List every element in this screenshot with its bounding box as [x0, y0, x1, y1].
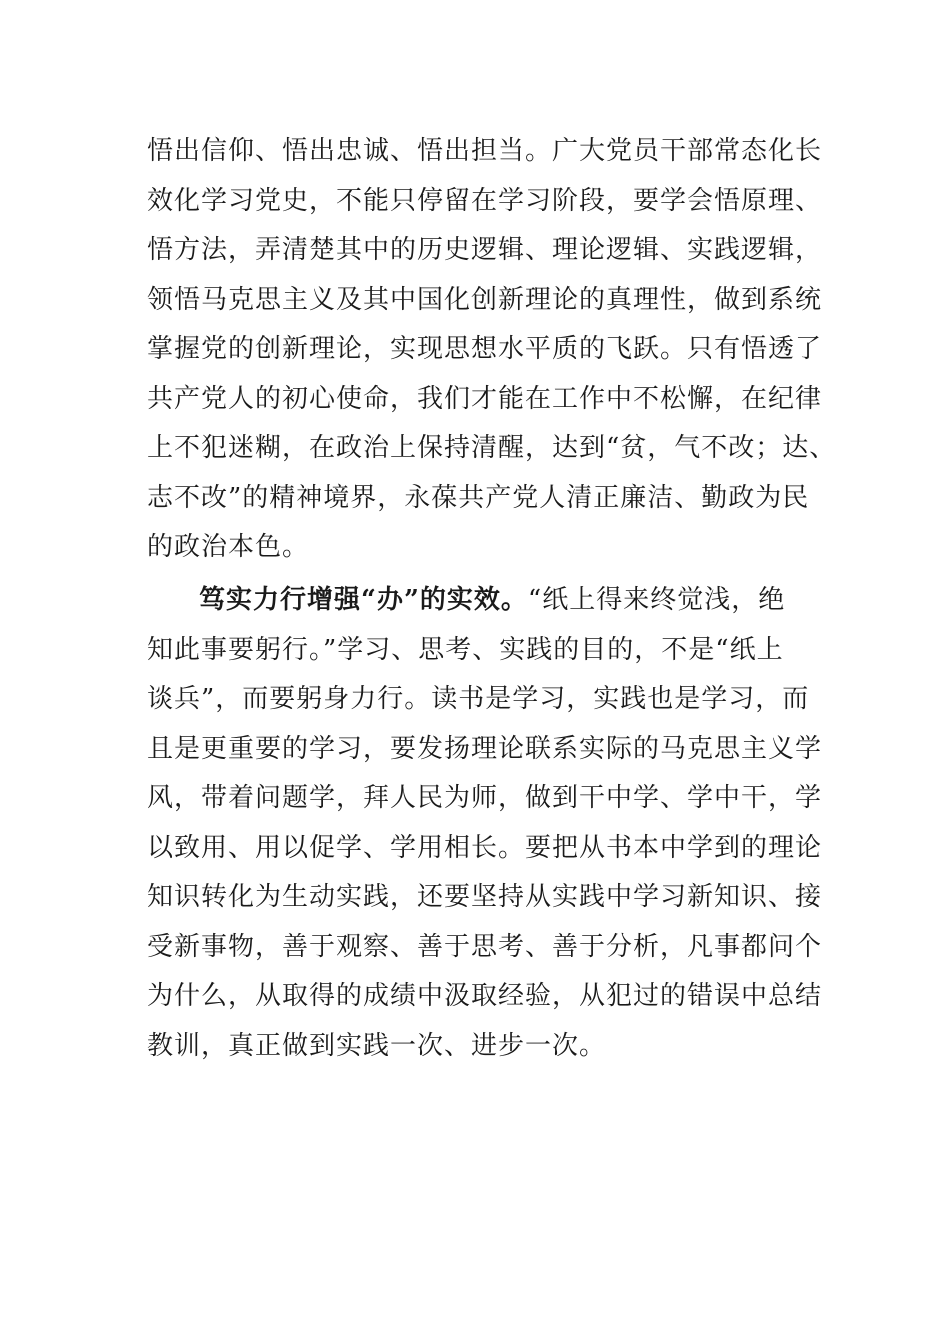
text-line: 教训，真正做到实践一次、进步一次。 [147, 1030, 607, 1061]
paragraph-continuation [147, 127, 837, 573]
text-line: 为什么，从取得的成绩中汲取经验，从犯过的错误中总结 [147, 981, 823, 1011]
text-line: 共产党人的初心使命，我们才能在工作中不松懈，在纪律 [147, 383, 823, 414]
text-line: 受新事物，善于观察、善于思考、善于分析，凡事都问个 [147, 931, 823, 962]
text-line: 以致用、用以促学、学用相长。要把从书本中学到的理论 [147, 832, 823, 863]
text-line: 风，带着问题学，拜人民为师，做到干中学、学中干，学 [147, 783, 823, 813]
text-line: 且是更重要的学习，要发扬理论联系实际的马克思主义学 [147, 733, 823, 764]
text-line: 的政治本色。 [147, 532, 310, 562]
text-line: 悟出信仰、悟出忠诚、悟出担当。广大党员干部常态化长 [147, 136, 823, 166]
text-line: 掌握党的创新理论，实现思想水平质的飞跃。只有悟透了 [147, 334, 823, 364]
text-line: 领悟马克思主义及其中国化创新理论的真理性，做到系统 [147, 284, 823, 315]
paragraph-heading: 笃实力行增强“办”的实效。 [199, 585, 528, 615]
text-line: 效化学习党史，不能只停留在学习阶段，要学会悟原理、 [147, 185, 823, 216]
text-line: 志不改”的精神境界，永葆共产党人清正廉洁、勤政为民 [147, 482, 810, 513]
text-line: 知识转化为生动实践，还要坚持从实践中学习新知识、接 [147, 882, 823, 912]
text-line: 上不犯迷糊，在政治上保持清醒，达到“贫，气不改；达、 [147, 433, 837, 463]
text-line: 知此事要躬行。”学习、思考、实践的目的，不是“纸上 [147, 634, 784, 665]
paragraph-first-line [147, 576, 807, 626]
text-line: 悟方法，弄清楚其中的历史逻辑、理论逻辑、实践逻辑， [147, 235, 823, 265]
text-line: 谈兵”，而要躬身力行。读书是学习，实践也是学习，而 [147, 684, 810, 714]
paragraph-first-line-text: “纸上得来终觉浅，绝 [527, 585, 786, 615]
paragraph-practice [147, 576, 823, 1071]
